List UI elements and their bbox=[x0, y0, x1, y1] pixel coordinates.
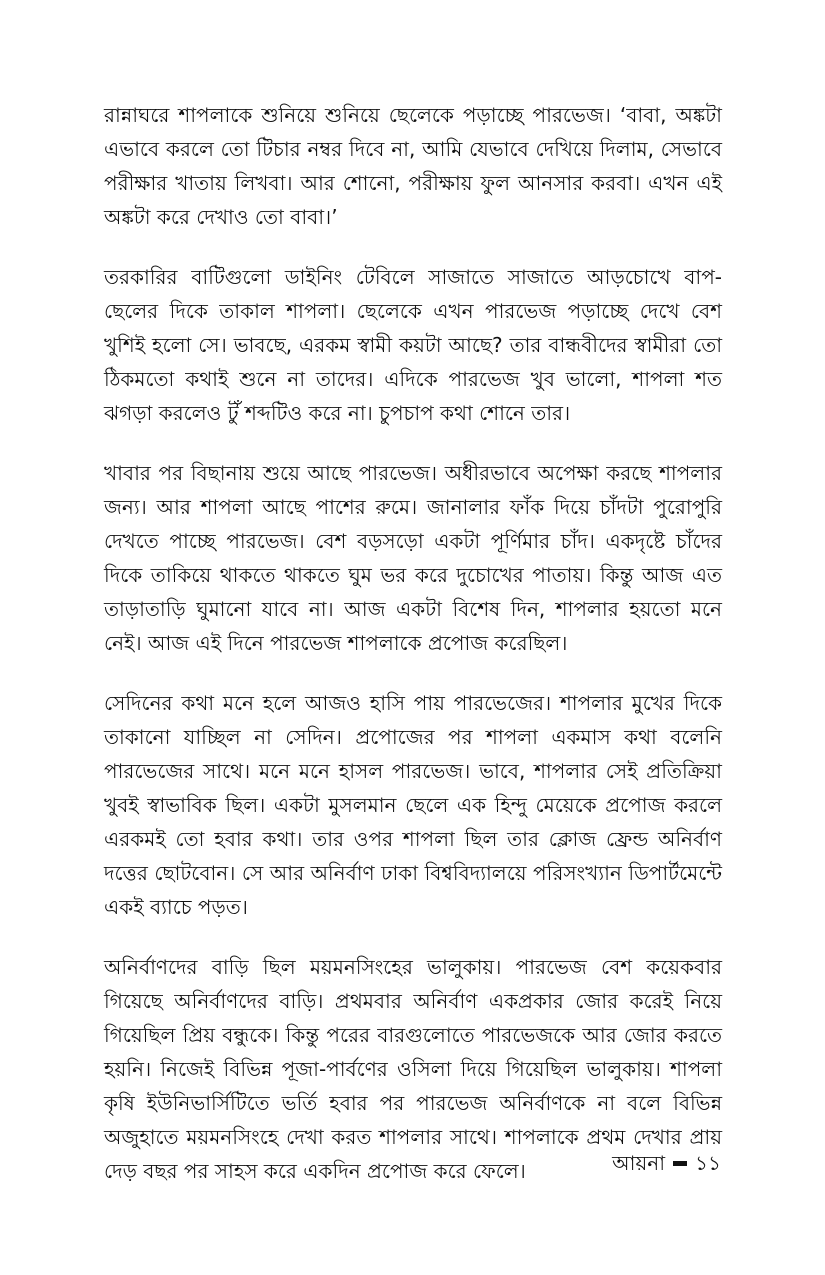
page-body bbox=[104, 98, 722, 1214]
paragraph-4: সেদিনের কথা মনে হলে আজও হাসি পায় পারভেজের। শাপলার মুখের দিকে তাকানো যাচ্ছিল না সেদিন। প্রপোজের পর শাপলা একমাস কথা বলেনি পারভেজের সাথে। মনে মনে হাসল পারভেজ। ভাবে, শাপলার সেই প্রতিক্রিয়া খুবই স্বাভাবিক ছিল। একটা মুসলমান ছেলে এক হিন্দু মেয়েকে প্রপোজ করলে এরকমই তো হবার কথা। তার ওপর শাপলা ছিল তার ক্লোজ ফ্রেন্ড অনির্বাণ দত্তের ছোটবোন। সে আর অনির্বাণ ঢাকা বিশ্ববিদ্যালয়ে পরিসংখ্যান ডিপার্টমেন্টে একই ব্যাচে পড়ত। bbox=[104, 691, 722, 919]
footer-book-title: আয়না bbox=[612, 1151, 666, 1175]
paragraph-5: অনির্বাণদের বাড়ি ছিল ময়মনসিংহের ভালুকায়। পারভেজ বেশ কয়েকবার গিয়েছে অনির্বাণদের বাড়ি। প্রথমবার অনির্বাণ একপ্রকার জোর করেই নিয়ে গিয়েছিল প্রিয় বন্ধুকে। কিন্তু পরের বারগুলোতে পারভেজকে আর জোর করতে হয়নি। নিজেই বিভিন্ন পূজা-পার্বণের ওসিলা দিয়ে গিয়েছিল ভালুকায়। শাপলা কৃষি ইউনিভার্সিটিতে ভর্তি হবার পর পারভেজ অনির্বাণকে না বলে বিভিন্ন অজুহাতে ময়মনসিংহে দেখা করত শাপলার সাথে। শাপলাকে প্রথম দেখার প্রায় দেড় বছর পর সাহস করে একদিন প্রপোজ করে ফেলে। bbox=[104, 955, 722, 1183]
paragraph-1: রান্নাঘরে শাপলাকে শুনিয়ে শুনিয়ে ছেলেকে পড়াচ্ছে পারভেজ। ‘বাবা, অঙ্কটা এভাবে করলে তো টিচার নম্বর দিবে না, আমি যেভাবে দেখিয়ে দিলাম, সেভাবে পরীক্ষার খাতায় লিখবা। আর শোনো, পরীক্ষায় ফুল আনসার করবা। এখন এই অঙ্কটা করে দেখাও তো বাবা।’ bbox=[104, 103, 722, 229]
footer-separator bbox=[673, 1161, 687, 1166]
page-footer bbox=[612, 1150, 721, 1176]
paragraph-2: তরকারির বাটিগুলো ডাইনিং টেবিলে সাজাতে সাজাতে আড়চোখে বাপ-ছেলের দিকে তাকাল শাপলা। ছেলেকে এখন পারভেজ পড়াচ্ছে দেখে বেশ খুশিই হলো সে। ভাবছে, এরকম স্বামী কয়টা আছে? তার বান্ধবীদের স্বামীরা তো ঠিকমতো কথাই শুনে না তাদের। এদিকে পারভেজ খুব ভালো, শাপলা শত ঝগড়া করলেও টুঁ শব্দটিও করে না। চুপচাপ কথা শোনে তার। bbox=[104, 265, 722, 425]
paragraph-3: খাবার পর বিছানায় শুয়ে আছে পারভেজ। অধীরভাবে অপেক্ষা করছে শাপলার জন্য। আর শাপলা আছে পাশের রুমে। জানালার ফাঁক দিয়ে চাঁদটা পুরোপুরি দেখতে পাচ্ছে পারভেজ। বেশ বড়সড়ো একটা পূর্ণিমার চাঁদ। একদৃষ্টে চাঁদের দিকে তাকিয়ে থাকতে থাকতে ঘুম ভর করে দুচোখের পাতায়। কিন্তু আজ এত তাড়াতাড়ি ঘুমানো যাবে না। আজ একটা বিশেষ দিন, শাপলার হয়তো মনে নেই। আজ এই দিনে পারভেজ শাপলাকে প্রপোজ করেছিল। bbox=[104, 461, 722, 655]
page-number: ১১ bbox=[695, 1151, 721, 1175]
